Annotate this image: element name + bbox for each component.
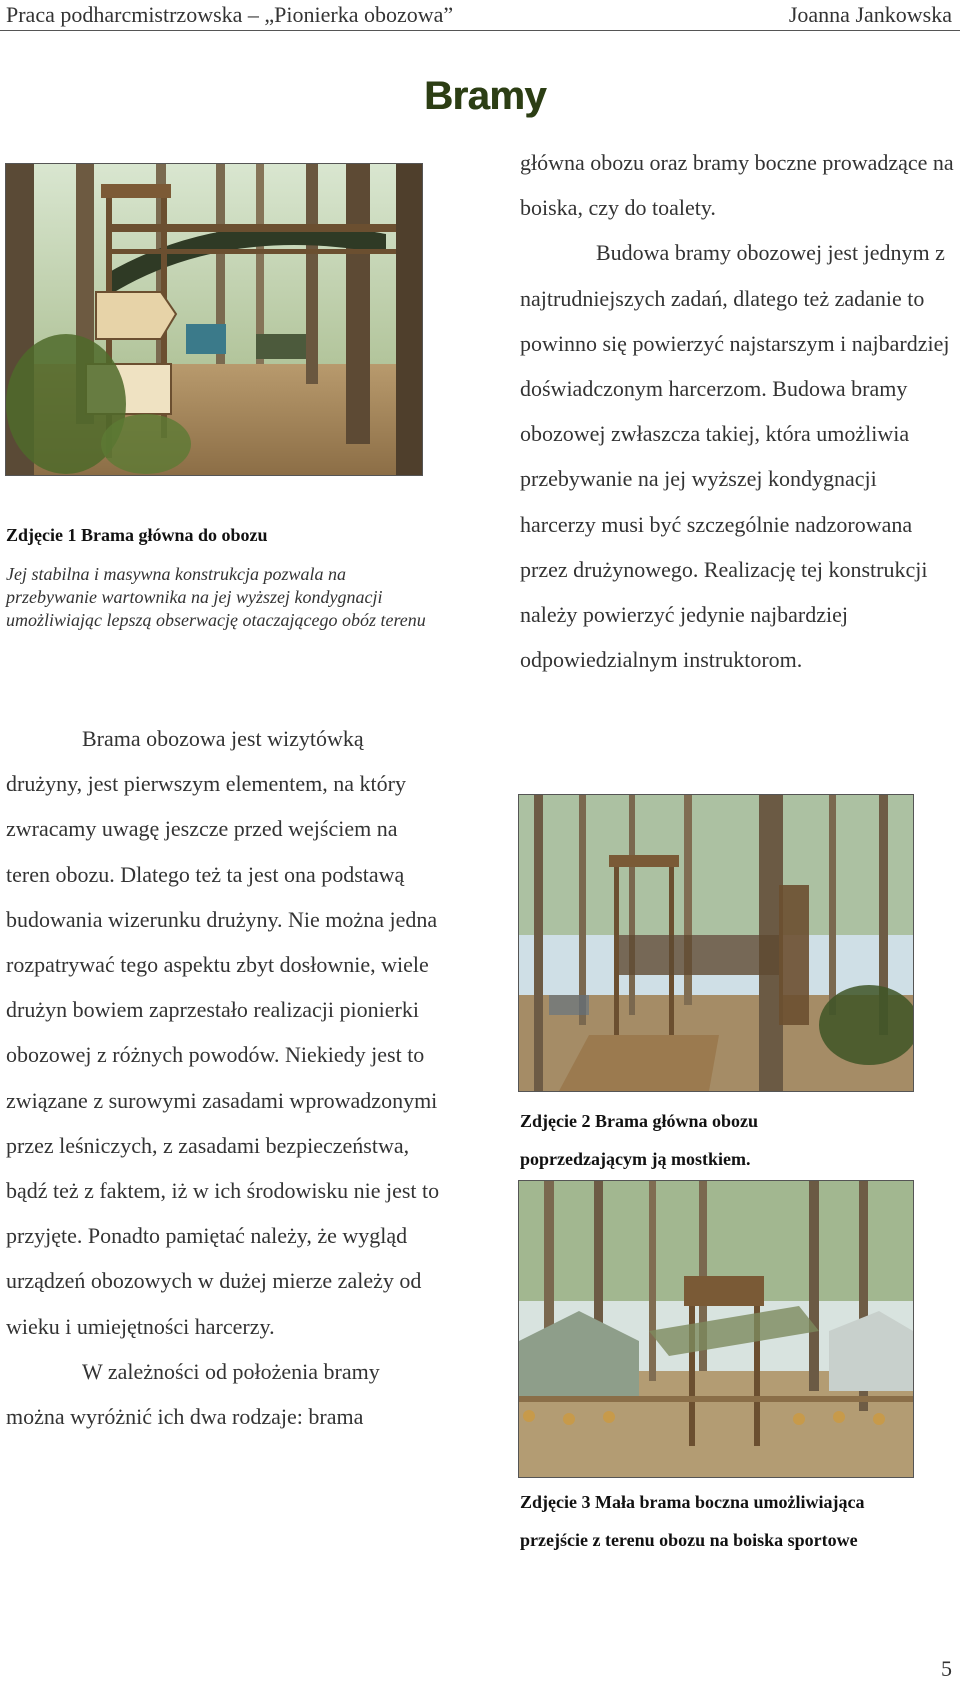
- caption-photo-2-line-1: Zdjęcie 2 Brama główna obozu: [520, 1111, 758, 1131]
- caption-photo-1-text: Jej stabilna i masywna konstrukcja pozwala na przebywanie wartownika na jej wyższej kondygnacji umożliwiając lepszą obserwację otaczającego obóz terenu: [6, 564, 426, 630]
- paragraph-types: W zależności od położenia bramy można wyróżnić ich dwa rodzaje: brama: [6, 1358, 380, 1430]
- header-author: Joanna Jankowska: [788, 2, 952, 27]
- paragraph-construction: Budowa bramy obozowej jest jednym z najtrudniejszych zadań, dlatego też zadanie to powinno się powierzyć najstarszym i najbardziej doświadczonym harcerzom. Budowa bramy obozowej zwłaszcza takiej, która umożliwia przebywanie na jej wyższej kondygnacji harcerzy musi być szczególnie nadzorowana przez drużynowego. Realizację tej konstrukcji należy powierzyć jedynie najbardziej odpowiedzialnym instruktorom.: [520, 240, 950, 673]
- caption-photo-3-line-2: przejście z terenu obozu na boiska sportowe: [520, 1530, 858, 1550]
- forest-gate-image: [6, 164, 422, 475]
- header-divider: [0, 30, 960, 31]
- header-document-title: Praca podharcmistrzowska – „Pionierka obozowa”: [6, 2, 454, 27]
- page-title: Bramy: [424, 74, 547, 118]
- caption-photo-2-line-2: poprzedzającym ją mostkiem.: [520, 1149, 751, 1169]
- side-gate-image: [519, 1181, 913, 1477]
- right-column-text: [520, 140, 956, 682]
- paragraph-intro: Brama obozowa jest wizytówką drużyny, jest pierwszym elementem, na który zwracamy uwagę jeszcze przed wejściem na teren obozu. Dlatego też ta jest ona podstawą budowania wizerunku drużyny. Nie można jedna rozpatrywać tego aspektu zbyt dosłownie, wiele drużyn bowiem zaprzestało realizacji pionierki obozowej z różnych powodów. Niekiedy jest to związane z surowymi zasadami wprowadzonymi przez leśniczych, z zasadami bezpieczeństwa, bądź też z faktem, iż w ich środowisku nie jest to przyjęte. Ponadto pamiętać należy, że wygląd urządzeń obozowych w dużej mierze zależy od wieku i umiejętności harcerzy.: [6, 726, 440, 1339]
- page-number: 5: [941, 1656, 952, 1681]
- left-column-text: [6, 716, 442, 1439]
- photo-side-gate: [518, 1180, 914, 1478]
- photo-gate-with-bridge: [518, 794, 914, 1092]
- caption-photo-3-line-1: Zdjęcie 3 Mała brama boczna umożliwiająca: [520, 1492, 865, 1512]
- photo-main-gate: [5, 163, 423, 476]
- paragraph-continuation: główna obozu oraz bramy boczne prowadzące na boiska, czy do toalety.: [520, 150, 954, 221]
- gate-bridge-image: [519, 795, 913, 1091]
- caption-photo-1-title: Zdjęcie 1 Brama główna do obozu: [6, 525, 268, 545]
